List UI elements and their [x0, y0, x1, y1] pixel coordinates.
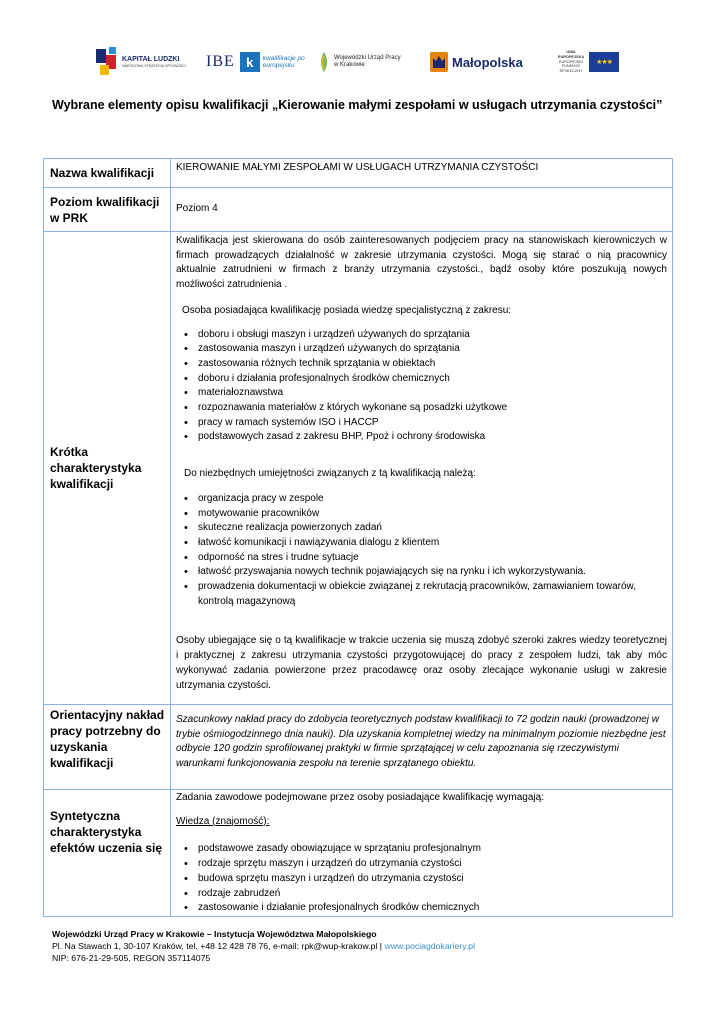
label-workload: Orientacyjny nakład pracy potrzebny do uzyskania kwalifikacji: [50, 708, 165, 770]
eu-flag-icon: ★★★: [589, 52, 619, 72]
value-name: KIEROWANIE MAŁYMI ZESPOŁAMI W USŁUGACH UTRZYMANIA CZYSTOŚCI: [176, 162, 539, 173]
ibe-logo: [206, 44, 313, 80]
label-learning-outcomes: Syntetyczna charakterystyka efektów uczenia się: [50, 809, 163, 855]
ue-line2: EUROPEJSKI: [558, 59, 584, 64]
list-item: • łatwość przyswajania nowych technik pojawiających się na rynku i ich wykorzystywania.: [198, 565, 667, 580]
list-item: • zastosowania różnych technik sprzątania w obiektach: [198, 357, 667, 372]
kwalifikacje-text: kwalifikacje po europejsku: [262, 54, 305, 69]
list-item: • organizacja pracy w zespole: [198, 492, 667, 507]
kwalifikacje-icon: k: [240, 52, 260, 72]
row-name: [44, 159, 673, 188]
list-item: • skuteczne realizacja powierzonych zadań: [198, 521, 667, 536]
characteristics-intro: Kwalifikacja jest skierowana do osób zainteresowanych podjęciem pracy na stanowiskach kierowniczych w firmach prowadzących działalność w zakresie utrzymania czystości. Mogą się starać o nią pracownicy aktualnie zatrudnieni w firmach z branży utrzymania czystości., bądź osoby które poszukują nowych możliwości zatrudnienia .: [176, 235, 667, 291]
row-characteristics: [44, 232, 673, 705]
list-item: • prowadzenia dokumentacji w obiekcie związanej z rekrutacją pracowników, zamawianiem towarów, kontrolą magazynową: [198, 580, 667, 609]
list-item: • łatwość komunikacji i nawiązywania dialogu z klientem: [198, 536, 667, 551]
wup-line1: Wojewódzki Urząd Pracy: [334, 54, 401, 61]
list-item: • zastosowanie i działanie profesjonalnych środków chemicznych: [198, 901, 667, 916]
label-name: Nazwa kwalifikacji: [50, 166, 155, 180]
row-learning-outcomes: [44, 790, 673, 917]
value-workload: Szacunkowy nakład pracy do zdobycia teoretycznych podstaw kwalifikacji to 72 godzin nauki (prowadzonej w trybie ośmiogodzinnego dnia nauki). Dla uzyskania kompletnej wiedzy na minimalnym poziomie niezbędne jest odbycie 120 godzin sprofilowanej praktyki w firmie sprzątającej w celu zapoznania się rzeczywistymi warunkami funkcjonowania zespołu na terenie sprzątanego obiektu.: [176, 714, 666, 770]
value-level: Poziom 4: [176, 203, 218, 215]
document-title: Wybrane elementy opisu kwalifikacji „Kierowanie małymi zespołami w usługach utrzymania czystości”: [52, 98, 663, 112]
malopolska-emblem-icon: [430, 52, 448, 72]
ibe-text: IBE: [206, 53, 235, 70]
kapital-ludzki-title: KAPITAŁ LUDZKI: [122, 55, 180, 63]
row-workload: [44, 705, 673, 790]
list-item: • budowa sprzętu maszyn i urządzeń do utrzymania czystości: [198, 872, 667, 887]
list-item: • materiałoznawstwa: [198, 386, 667, 401]
list-item: • rozpoznawania materiałów z których wykonane są posadzki użytkowe: [198, 401, 667, 416]
wup-line2: w Krakowie: [334, 62, 365, 68]
malopolska-logo: [430, 44, 523, 80]
knowledge-list: [176, 328, 667, 446]
outcomes-knowledge-list: [176, 842, 667, 916]
footer-website-link[interactable]: www.pociagdokariery.pl: [384, 940, 476, 951]
characteristics-closing: Osoby ubiegające się o tą kwalifikacje w trakcie uczenia się muszą zdobyć szeroki zakres wiedzy teoretycznej i praktycznej z zakresu utrzymania czystości przygotowującej do pracy z zespołem ludzi, tak aby móc wykonywać zadania powierzone przez pracodawcę oraz osoby zlecające wykonanie usługi w zakresie utrzymania czystości.: [176, 635, 667, 691]
malopolska-text: Małopolska: [452, 54, 523, 70]
footer-ids: NIP: 676-21-29-505, REGON 357114075: [52, 952, 211, 963]
wup-emblem-icon: [318, 50, 330, 74]
qualification-table: [43, 158, 673, 917]
kapital-ludzki-logo: [96, 44, 186, 80]
label-characteristics: Krótka charakterystyka kwalifikacji: [50, 445, 142, 491]
learning-outcomes-intro: Zadania zawodowe podejmowane przez osoby posiadające kwalifikację wymagają:: [176, 792, 544, 803]
kapital-ludzki-emblem-icon: [96, 47, 118, 77]
skills-intro: Do niezbędnych umiejętności związanych z tą kwalifikacją należą:: [184, 468, 476, 480]
list-item: • pracy w ramach systemów ISO i HACCP: [198, 416, 667, 431]
ue-line1: UNIA EUROPEJSKA: [557, 50, 585, 59]
kapital-ludzki-subtitle: NARODOWA STRATEGIA SPÓJNOŚCI: [122, 63, 186, 68]
page-footer: [52, 929, 672, 964]
footer-institution: Wojewódzki Urząd Pracy w Krakowie – Instytucja Województwa Małopolskiego: [52, 929, 377, 939]
list-item: • doboru i działania profesjonalnych środków chemicznych: [198, 372, 667, 387]
skills-list: [176, 492, 667, 610]
footer-address: Pl. Na Stawach 1, 30-107 Kraków, tel. +48 12 428 78 76, e-mail: rpk@wup-krakow.pl |: [52, 940, 385, 951]
knowledge-intro: Osoba posiadająca kwalifikację posiada wiedzę specjalistyczną z zakresu:: [182, 304, 512, 316]
list-item: • doboru i obsługi maszyn i urządzeń używanych do sprzątania: [198, 328, 667, 343]
list-item: • podstawowych zasad z zakresu BHP, Ppoż i ochrony środowiska: [198, 430, 667, 445]
list-item: • zastosowania maszyn i urządzeń używanych do sprzątania: [198, 342, 667, 357]
list-item: • podstawowe zasady obowiązujące w sprzątaniu profesjonalnym: [198, 842, 667, 857]
list-item: • rodzaje zabrudzeń: [198, 887, 667, 902]
wup-logo: [318, 44, 401, 80]
eu-logo: [556, 44, 619, 80]
list-item: • rodzaje sprzętu maszyn i urządzeń do utrzymania czystości: [198, 857, 667, 872]
ue-line3: FUNDUSZ SPOŁECZNY: [559, 64, 583, 74]
logo-strip: [96, 44, 626, 84]
knowledge-heading: Wiedza (znajomość):: [176, 815, 270, 827]
label-level: Poziom kwalifikacji w PRK: [50, 194, 160, 225]
list-item: • odporność na stres i trudne sytuacje: [198, 551, 667, 566]
list-item: • motywowanie pracowników: [198, 507, 667, 522]
row-level: [44, 188, 673, 232]
